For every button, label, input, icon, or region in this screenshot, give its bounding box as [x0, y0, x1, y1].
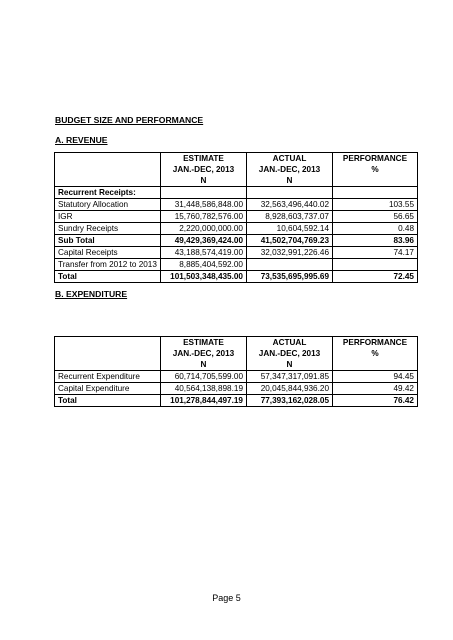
- actual-cell: 32,032,991,226.46: [247, 247, 333, 259]
- expenditure-header-blank: [55, 337, 161, 371]
- revenue-performance-header: PERFORMANCE: [333, 153, 418, 165]
- estimate-cell: 40,564,138,898.19: [161, 383, 247, 395]
- revenue-table: [54, 152, 418, 283]
- table-row: [55, 395, 418, 407]
- expenditure-estimate-header: ESTIMATE: [161, 337, 247, 349]
- table-row: [55, 211, 418, 223]
- table-row: [55, 199, 418, 211]
- row-label: IGR: [55, 211, 161, 223]
- revenue-actual-header: ACTUAL: [247, 153, 333, 165]
- expenditure-table: [54, 336, 418, 407]
- performance-cell: [333, 259, 418, 271]
- performance-cell: 83.96: [333, 235, 418, 247]
- estimate-cell: 101,278,844,497.19: [161, 395, 247, 407]
- expenditure-estimate-period: JAN.-DEC, 2013: [161, 348, 247, 359]
- row-label: Sub Total: [55, 235, 161, 247]
- row-label: Total: [55, 395, 161, 407]
- estimate-cell: 31,448,586,848.00: [161, 199, 247, 211]
- actual-cell: 32,563,496,440.02: [247, 199, 333, 211]
- actual-cell: [247, 259, 333, 271]
- expenditure-actual-header: ACTUAL: [247, 337, 333, 349]
- actual-cell: 10,604,592.14: [247, 223, 333, 235]
- row-label: Capital Receipts: [55, 247, 161, 259]
- revenue-heading: A. REVENUE: [55, 135, 108, 145]
- actual-cell: 8,928,603,737.07: [247, 211, 333, 223]
- revenue-performance-blank: [333, 175, 418, 187]
- estimate-cell: 2,220,000,000.00: [161, 223, 247, 235]
- revenue-performance-unit: %: [333, 164, 418, 175]
- page-number: Page 5: [212, 593, 241, 603]
- table-row: [55, 247, 418, 259]
- table-row: [55, 187, 418, 199]
- performance-cell: 103.55: [333, 199, 418, 211]
- estimate-cell: [161, 187, 247, 199]
- table-row: [55, 223, 418, 235]
- actual-cell: 57,347,317,091.85: [247, 371, 333, 383]
- revenue-actual-currency: N: [247, 175, 333, 187]
- performance-cell: 94.45: [333, 371, 418, 383]
- estimate-cell: 43,188,574,419.00: [161, 247, 247, 259]
- estimate-cell: 15,760,782,576.00: [161, 211, 247, 223]
- table-row: [55, 371, 418, 383]
- estimate-cell: 8,885,404,592.00: [161, 259, 247, 271]
- table-row: [55, 271, 418, 283]
- performance-cell: 72.45: [333, 271, 418, 283]
- revenue-actual-period: JAN.-DEC, 2013: [247, 164, 333, 175]
- row-label: Transfer from 2012 to 2013: [55, 259, 161, 271]
- expenditure-actual-period: JAN.-DEC, 2013: [247, 348, 333, 359]
- performance-cell: 74.17: [333, 247, 418, 259]
- row-label: Sundry Receipts: [55, 223, 161, 235]
- estimate-cell: 101,503,348,435.00: [161, 271, 247, 283]
- actual-cell: 73,535,695,995.69: [247, 271, 333, 283]
- performance-cell: [333, 187, 418, 199]
- row-label: Statutory Allocation: [55, 199, 161, 211]
- expenditure-performance-unit: %: [333, 348, 418, 359]
- performance-cell: 0.48: [333, 223, 418, 235]
- row-label: Recurrent Receipts:: [55, 187, 161, 199]
- row-label: Recurrent Expenditure: [55, 371, 161, 383]
- expenditure-heading: B. EXPENDITURE: [55, 289, 128, 299]
- row-label: Capital Expenditure: [55, 383, 161, 395]
- expenditure-performance-blank: [333, 359, 418, 371]
- estimate-cell: 60,714,705,599.00: [161, 371, 247, 383]
- performance-cell: 56.65: [333, 211, 418, 223]
- page-title: BUDGET SIZE AND PERFORMANCE: [55, 115, 204, 125]
- expenditure-estimate-currency: N: [161, 359, 247, 371]
- performance-cell: 49.42: [333, 383, 418, 395]
- actual-cell: 20,045,844,936.20: [247, 383, 333, 395]
- row-label: Total: [55, 271, 161, 283]
- revenue-estimate-period: JAN.-DEC, 2013: [161, 164, 247, 175]
- actual-cell: [247, 187, 333, 199]
- revenue-estimate-currency: N: [161, 175, 247, 187]
- table-row: [55, 259, 418, 271]
- table-row: [55, 383, 418, 395]
- revenue-estimate-header: ESTIMATE: [161, 153, 247, 165]
- actual-cell: 77,393,162,028.05: [247, 395, 333, 407]
- table-row: [55, 235, 418, 247]
- performance-cell: 76.42: [333, 395, 418, 407]
- revenue-header-blank: [55, 153, 161, 187]
- actual-cell: 41,502,704,769.23: [247, 235, 333, 247]
- expenditure-actual-currency: N: [247, 359, 333, 371]
- expenditure-performance-header: PERFORMANCE: [333, 337, 418, 349]
- estimate-cell: 49,429,369,424.00: [161, 235, 247, 247]
